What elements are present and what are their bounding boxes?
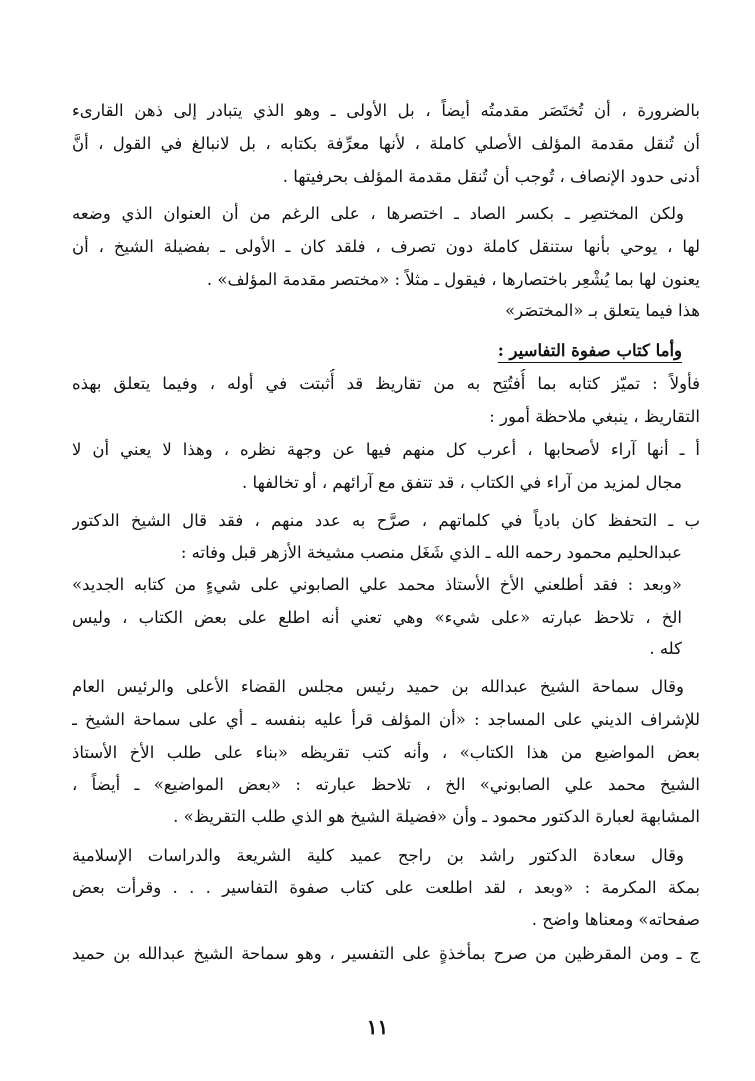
text-line-9: فأولاً : تميّز كتابه بما أُفتُتِح به من تقاريظ قد أُثبتت في أوله ، وفيما يتعلق بهذه	[72, 374, 700, 393]
text-line-26: ج ـ ومن المقرظين من صرح بمأخذةٍ على التفسير ، وهو سماحة الشيخ عبدالله بن حميد	[72, 944, 700, 963]
text-line-10: التقاريظ ، ينبغي ملاحظة أمور :	[489, 407, 700, 426]
text-line-17: كله .	[649, 639, 682, 658]
text-line-5: لها ، يوحي بأنها ستنقل كاملة دون تصرف ، فلقد كان ـ الأولى ـ بفضيلة الشيخ ، أن	[72, 237, 700, 256]
section-heading: وأما كتاب صفوة التفاسير :	[497, 341, 682, 360]
text-line-12: مجال لمزيد من آراء في الكتاب ، قد تتفق مع آرائهم ، أو تخالفها .	[242, 473, 682, 492]
text-line-14: عبدالحليم محمود رحمه الله ـ الذي شَغَل منصب مشيخة الأزهر قبل وفاته :	[180, 543, 682, 562]
text-line-24: بمكة المكرمة : «وبعد ، لقد اطلعت على كتاب صفوة التفاسير . . . وقرأت بعض	[72, 878, 700, 897]
text-line-18: وقال سماحة الشيخ عبدالله بن حميد رئيس مجلس القضاء الأعلى والرئيس العام	[72, 677, 684, 696]
text-line-7: هذا فيما يتعلق بـ «المختصَر»	[505, 301, 700, 320]
page-number: ١١	[366, 1015, 389, 1039]
text-line-20: بعض المواضيع من هذا الكتاب» ، وأنه كتب تقريظه «بناء على طلب الأخ الأستاذ	[72, 743, 700, 762]
text-line-19: للإشراف الديني على المساجد : «أن المؤلف قرأ عليه بنفسه ـ أي على سماحة الشيخ ـ	[72, 710, 700, 729]
text-line-16: الخ ، تلاحظ عبارته «على شيء» وهي تعني أنه اطلع على بعض الكتاب ، وليس	[72, 608, 682, 627]
text-line-21: الشيخ محمد علي الصابوني» الخ ، تلاحظ عبارته : «بعض المواضيع» ـ أيضاً ،	[72, 775, 700, 794]
text-line-1: بالضرورة ، أن تُختَصَر مقدمتُه أيضاً ، بل الأولى ـ وهو الذي يتبادر إلى ذهن القارىء	[72, 101, 700, 120]
text-line-3: أدنى حدود الإنصاف ، تُوجب أن تُنقل مقدمة المؤلف بحرفيتها .	[282, 167, 700, 186]
text-line-6: يعنون لها بما يُشْعِر باختصارها ، فيقول ـ مثلاً : «مختصر مقدمة المؤلف» .	[206, 270, 700, 289]
text-line-13: ب ـ التحفظ كان بادياً في كلماتهم ، صرَّح به عدد منهم ، فقد قال الشيخ الدكتور	[72, 511, 700, 530]
text-line-2: أن تُنقل مقدمة المؤلف الأصلي كاملة ، لأنها معرِّفة بكتابه ، بل لانبالغ في القول ، أنَّ	[72, 134, 700, 153]
text-line-15: «وبعد : فقد أطلعني الأخ الأستاذ محمد علي الصابوني على شيءٍ من كتابه الجديد»	[72, 575, 682, 594]
text-line-23: وقال سعادة الدكتور راشد بن راجح عميد كلية الشريعة والدراسات الإسلامية	[72, 846, 684, 865]
text-line-22: المشابهة لعبارة الدكتور محمود ـ وأن «فضيلة الشيخ هو الذي طلب التقريظ» .	[173, 807, 700, 826]
text-line-25: صفحاته» ومعناها واضح .	[531, 910, 700, 929]
text-line-4: ولكن المختصِر ـ بكسر الصاد ـ اختصرها ، على الرغم من أن العنوان الذي وضعه	[72, 204, 684, 223]
text-line-11: أ ـ أنها آراء لأصحابها ، أعرب كل منهم فيها عن وجهة نظره ، وهذا لا يعني أن لا	[72, 440, 700, 459]
